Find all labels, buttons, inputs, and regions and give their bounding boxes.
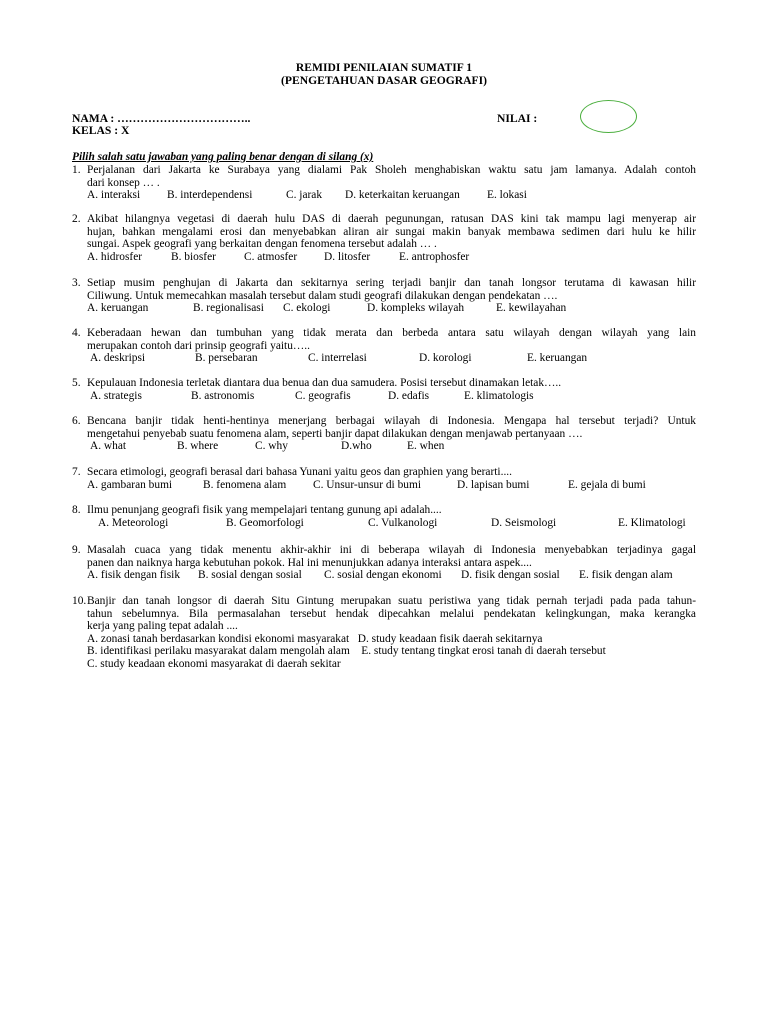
question-number: 9.	[72, 544, 81, 556]
nama-field: NAMA : ……………………………..	[72, 112, 251, 125]
option-d[interactable]: D. korologi	[419, 352, 472, 365]
question-text: dari konsep … .	[87, 176, 160, 189]
option-b[interactable]: B. persebaran	[195, 352, 258, 365]
question-text: tahun sebelumnya. Bila permasalahan tersebut hendak dipecahkan melalui pendekatan kelingkungan, maka kerangka	[87, 607, 696, 620]
option-line[interactable]: A. zonasi tanah berdasarkan kondisi ekonomi masyarakat D. study keadaan fisik daerah sekitarnya	[87, 632, 543, 645]
option-c[interactable]: C. Vulkanologi	[368, 516, 438, 529]
question-text: Akibat hilangnya vegetasi di daerah hulu DAS di daerah pegunungan, ratusan DAS kini tak mampu lagi menyerap air	[87, 213, 696, 225]
question-1	[72, 164, 696, 202]
option-e[interactable]: E. Klimatologi	[618, 516, 686, 529]
option-a[interactable]: A. strategis	[90, 389, 142, 402]
option-a[interactable]: A. what	[90, 440, 127, 453]
option-c[interactable]: C. ekologi	[283, 302, 331, 315]
exam-subtitle: (PENGETAHUAN DASAR GEOGRAFI)	[281, 74, 487, 87]
question-text: sungai. Aspek geografi yang berkaitan dengan fenomena tersebut adalah … .	[87, 238, 437, 251]
nilai-score-circle	[580, 100, 637, 133]
option-d[interactable]: D. lapisan bumi	[457, 478, 530, 491]
question-number: 5.	[72, 377, 81, 389]
option-a[interactable]: A. hidrosfer	[87, 250, 143, 263]
option-d[interactable]: D. fisik dengan sosial	[461, 569, 560, 582]
question-text: merupakan contoh dari prinsip geografi yaitu…..	[87, 339, 311, 352]
question-text: Banjir dan tanah longsor di daerah Situ Gintung merupakan suatu peristiwa yang tidak pernah terjadi pada pada tahun-	[87, 595, 696, 607]
question-text: Ilmu penunjang geografi fisik yang mempelajari tentang gunung api adalah....	[87, 504, 442, 516]
option-e[interactable]: E. keruangan	[527, 352, 588, 365]
question-text: Setiap musim penghujan di Jakarta dan sekitarnya sering terjadi banjir dan tanah longsor terutama di kawasan hilir	[87, 277, 696, 289]
option-d[interactable]: D.who	[341, 440, 372, 453]
nilai-label: NILAI :	[497, 112, 538, 125]
option-b[interactable]: B. interdependensi	[167, 189, 253, 202]
option-line[interactable]: B. identifikasi perilaku masyarakat dalam mengolah alam E. study tentang tingkat erosi tanah di daerah tersebut	[87, 645, 606, 658]
option-e[interactable]: E. kewilayahan	[496, 302, 567, 315]
question-7	[72, 466, 696, 492]
question-text: Bencana banjir tidak henti-hentinya menerjang berbagai wilayah di Indonesia. Mengapa hal tersebut terjadi? Untuk	[87, 415, 696, 427]
option-b[interactable]: B. regionalisasi	[193, 302, 264, 315]
question-text: Masalah cuaca yang tidak menentu akhir-akhir ini di beberapa wilayah di Indonesia menyebabkan terjadinya gagal	[87, 544, 696, 556]
option-b[interactable]: B. sosial dengan sosial	[198, 569, 302, 582]
question-text: panen dan naiknya harga kebutuhan pokok. Hal ini menunjukkan adanya interaksi antara aspek....	[87, 556, 532, 569]
question-text: hujan, bahkan mengalami erosi dan menyebabkan aliran air sungai makin banyak membawa sedimen dari hulu ke hilir	[87, 225, 696, 238]
option-d[interactable]: D. keterkaitan keruangan	[345, 189, 460, 202]
exam-title: REMIDI PENILAIAN SUMATIF 1	[295, 61, 473, 74]
option-b[interactable]: B. biosfer	[171, 250, 216, 263]
option-b[interactable]: B. astronomis	[191, 389, 255, 402]
option-b[interactable]: B. where	[177, 440, 219, 453]
question-text: kerja yang paling tepat adalah ....	[87, 620, 238, 633]
question-8	[72, 504, 696, 530]
option-a[interactable]: A. keruangan	[87, 302, 149, 315]
option-e[interactable]: E. gejala di bumi	[568, 478, 646, 491]
question-text: mengetahui penyebab suatu fenomena alam, seperti banjir dapat dilakukan dengan menjawab pertanyaan ….	[87, 427, 583, 440]
option-d[interactable]: D. edafis	[388, 389, 430, 402]
option-a[interactable]: A. Meteorologi	[98, 516, 169, 529]
question-5	[72, 377, 696, 403]
option-a[interactable]: A. gambaran bumi	[87, 478, 173, 491]
option-c[interactable]: C. interrelasi	[308, 352, 367, 365]
option-a[interactable]: A. interaksi	[87, 189, 141, 202]
kelas-field: KELAS : X	[72, 124, 130, 137]
question-9	[72, 544, 696, 582]
option-c[interactable]: C. jarak	[286, 189, 323, 202]
option-c[interactable]: C. atmosfer	[244, 250, 298, 263]
option-c[interactable]: C. why	[255, 440, 288, 453]
question-10	[72, 595, 696, 671]
option-d[interactable]: D. kompleks wilayah	[367, 302, 465, 315]
question-6	[72, 415, 696, 453]
option-e[interactable]: E. lokasi	[487, 189, 527, 202]
question-number: 8.	[72, 504, 81, 516]
option-b[interactable]: B. Geomorfologi	[226, 516, 304, 529]
question-number: 7.	[72, 466, 81, 478]
option-c[interactable]: C. sosial dengan ekonomi	[324, 569, 442, 582]
option-e[interactable]: E. fisik dengan alam	[579, 569, 673, 582]
option-d[interactable]: D. litosfer	[324, 250, 371, 263]
option-line[interactable]: C. study keadaan ekonomi masyarakat di daerah sekitar	[87, 657, 341, 670]
option-e[interactable]: E. antrophosfer	[399, 250, 470, 263]
question-text: Perjalanan dari Jakarta ke Surabaya yang dialami Pak Sholeh menghabiskan waktu satu jam lamanya. Adalah contoh	[87, 164, 696, 176]
question-number: 10.	[72, 595, 87, 607]
question-number: 2.	[72, 213, 81, 225]
question-text: Kepulauan Indonesia terletak diantara dua benua dan dua samudera. Posisi tersebut dinamakan letak…..	[87, 377, 562, 389]
question-number: 6.	[72, 415, 81, 427]
question-text: Ciliwung. Untuk memecahkan masalah tersebut dalam studi geografi dilakukan dengan pendekatan ….	[87, 289, 558, 302]
option-c[interactable]: C. geografis	[295, 389, 351, 402]
question-number: 1.	[72, 164, 81, 176]
option-e[interactable]: E. klimatologis	[464, 389, 534, 402]
instruction: Pilih salah satu jawaban yang paling benar dengan di silang (x)	[72, 151, 374, 163]
option-a[interactable]: A. deskripsi	[90, 352, 146, 365]
option-b[interactable]: B. fenomena alam	[203, 478, 287, 491]
option-a[interactable]: A. fisik dengan fisik	[87, 569, 181, 582]
question-3	[72, 277, 696, 315]
question-text: Secara etimologi, geografi berasal dari bahasa Yunani yaitu geos dan graphien yang berarti....	[87, 466, 512, 478]
question-2	[72, 213, 696, 264]
question-4	[72, 327, 696, 365]
option-e[interactable]: E. when	[407, 440, 445, 453]
question-text: Keberadaan hewan dan tumbuhan yang tidak merata dan berbeda antara satu wilayah dengan wilayah yang lain	[87, 327, 696, 339]
question-number: 4.	[72, 327, 81, 339]
question-number: 3.	[72, 277, 81, 289]
option-c[interactable]: C. Unsur-unsur di bumi	[313, 478, 421, 491]
option-d[interactable]: D. Seismologi	[491, 516, 557, 529]
